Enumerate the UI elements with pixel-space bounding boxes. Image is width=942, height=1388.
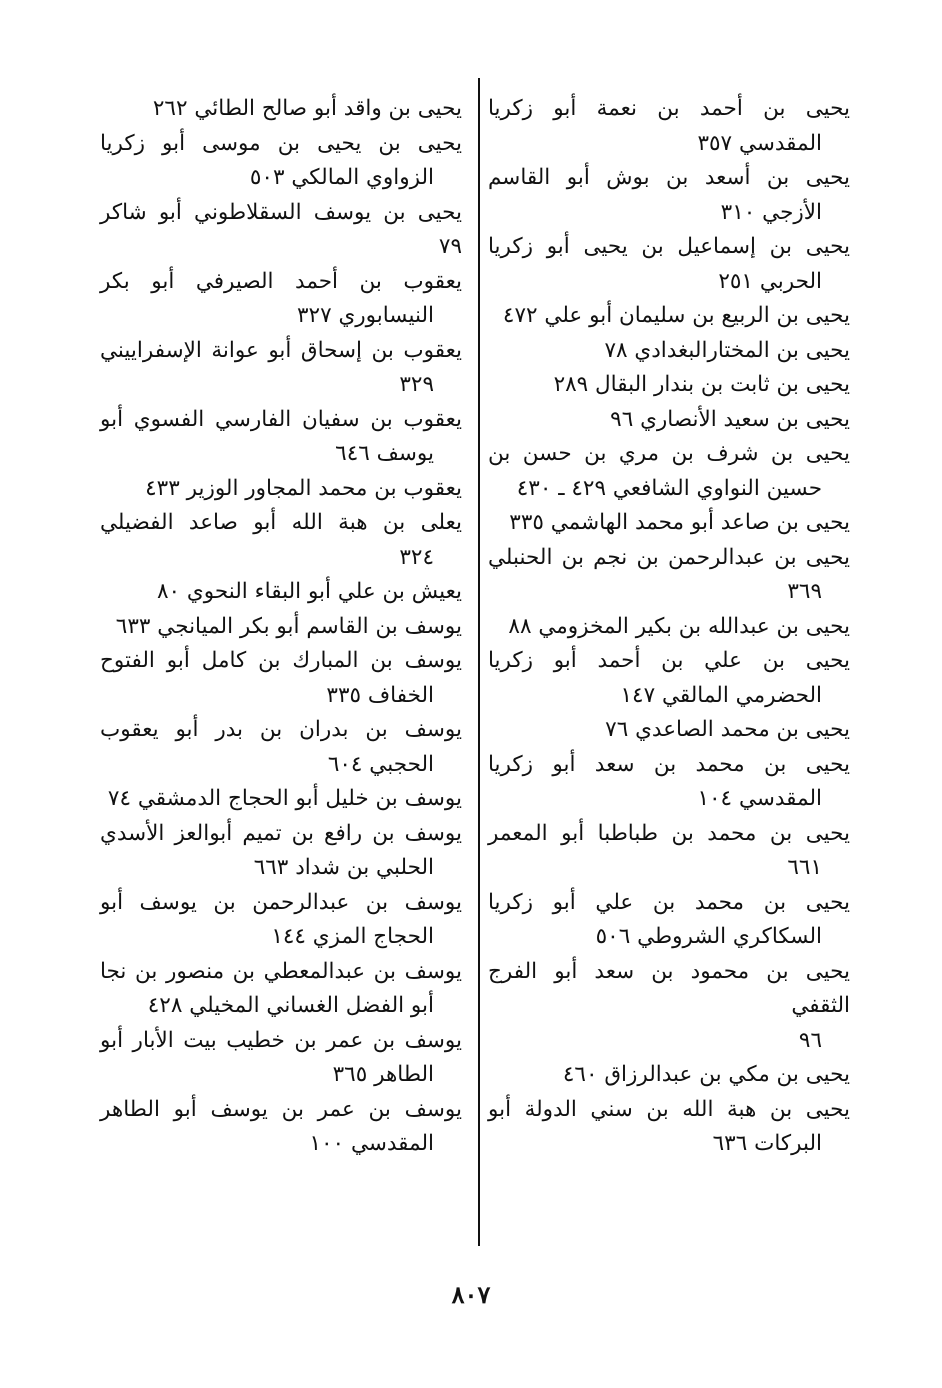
entry-line: يحيى بن محمود بن سعد أبو الفرج الثقفي: [488, 958, 850, 1018]
entry-line: يحيى بن أسعد بن بوش أبو القاسم: [488, 165, 850, 190]
index-entry: [488, 610, 850, 645]
entry-line: يحيى بن إسماعيل بن يحيى أبو زكريا: [488, 234, 850, 259]
page-number: ٨٠٧: [451, 1280, 491, 1309]
entry-line: يحيى بن محمد بن طباطبا أبو المعمر: [488, 820, 850, 846]
index-entry: [100, 92, 462, 127]
index-entry: [488, 1093, 850, 1162]
entry-line: يوسف بن المبارك بن كامل أبو الفتوح: [100, 648, 462, 673]
entry-continuation-line: الحربي ٢٥١: [718, 268, 822, 294]
entry-continuation-line: المقدسي ١٠٤: [697, 786, 822, 811]
entry-continuation-line: الأزجي ٣١٠: [720, 199, 822, 225]
index-entry: [488, 230, 850, 299]
index-entry: [488, 955, 850, 1059]
index-entry: [488, 644, 850, 713]
entry-line: يحيى بن يوسف السقلاطوني أبو شاكر ٧٩: [100, 199, 462, 259]
entry-line: يحيى بن عبدالله بن بكير المخزومي ٨٨: [508, 613, 850, 639]
entry-continuation-line: حسين النواوي الشافعي ٤٢٩ ـ ٤٣٠: [516, 475, 822, 501]
entry-line: يحيى بن يحيى بن موسى أبو زكريا: [100, 130, 462, 156]
entry-line: يعقوب بن إسحاق أبو عوانة الإسفراييني: [100, 337, 462, 363]
index-entry: [100, 403, 462, 472]
index-entry: [100, 575, 462, 610]
index-entry: [100, 1024, 462, 1093]
index-entry: [100, 610, 462, 645]
entry-line: يوسف بن رافع بن تميم أبوالعز الأسدي: [100, 820, 462, 846]
index-entry: [488, 541, 850, 610]
entry-line: يعلى بن هبة الله أبو صاعد الفضيلي: [100, 510, 462, 535]
entry-continuation-line: الحجبي ٦٠٤: [327, 751, 434, 777]
entry-line: يحيى بن الربيع بن سليمان أبو علي ٤٧٢: [502, 303, 850, 328]
index-entry: [488, 161, 850, 230]
index-entry: [488, 437, 850, 506]
entry-line: يحيى بن محمد بن علي أبو زكريا: [488, 889, 850, 915]
entry-continuation-line: يوسف ٦٤٦: [335, 441, 434, 466]
entry-line: يحيى بن صاعد أبو محمد الهاشمي ٣٣٥: [509, 510, 850, 535]
index-entry: [488, 1058, 850, 1093]
entry-line: يوسف بن القاسم أبو بكر الميانجي ٦٣٣: [115, 613, 462, 639]
index-entry: [100, 472, 462, 507]
entry-line: يعقوب بن محمد المجاور الوزير ٤٣٣: [145, 475, 462, 501]
entry-continuation-line: البركات ٦٣٦: [712, 1131, 822, 1156]
index-entry: [100, 782, 462, 817]
entry-continuation-line: أبو الفضل الغساني المخيلي ٤٢٨: [147, 993, 434, 1018]
index-entry: [100, 1093, 462, 1162]
index-entry: [488, 506, 850, 541]
entry-line: يعقوب بن أحمد الصيرفي أبو بكر: [100, 268, 462, 294]
entry-continuation-line: ٩٦: [798, 1027, 822, 1053]
entry-continuation-line: ٣٢٤: [399, 544, 434, 570]
entry-line: يحيى بن هبة الله بن سني الدولة أبو: [488, 1096, 850, 1122]
entry-line: يوسف بن بدران بن بدر أبو يعقوب: [100, 717, 462, 742]
entry-line: يحيى بن محمد الصاعدي ٧٦: [605, 717, 850, 742]
index-entry: [488, 403, 850, 438]
index-entry: [488, 92, 850, 161]
entry-line: يحيى بن المختارالبغدادي ٧٨: [604, 337, 850, 363]
index-entry: [100, 127, 462, 196]
index-entry: [100, 334, 462, 403]
entry-continuation-line: الزواوي المالكي ٥٠٣: [249, 165, 434, 190]
entry-continuation-line: ٦٦١: [787, 855, 822, 880]
index-entry: [488, 368, 850, 403]
left-column: [100, 92, 462, 1162]
index-entry: [100, 713, 462, 782]
entry-line: يوسف بن عمر بن خطيب بيت الأبار أبو: [100, 1027, 462, 1053]
index-entry: [100, 886, 462, 955]
entry-continuation-line: السكاكري الشروطي ٥٠٦: [595, 924, 822, 949]
entry-continuation-line: ٣٦٩: [787, 579, 822, 604]
entry-continuation-line: الخفاف ٣٣٥: [326, 682, 434, 708]
column-divider: [478, 78, 480, 1246]
index-entry: [100, 506, 462, 575]
entry-line: يعقوب بن سفيان الفارسي الفسوي أبو: [100, 406, 462, 432]
index-entry: [488, 713, 850, 748]
entry-line: يحيى بن سعيد الأنصاري ٩٦: [610, 406, 850, 432]
index-entry: [100, 817, 462, 886]
entry-continuation-line: ٣٢٩: [399, 372, 434, 397]
right-column: [488, 92, 850, 1162]
index-entry: [100, 196, 462, 265]
entry-continuation-line: الحجاج المزي ١٤٤: [271, 924, 434, 949]
index-entry: [488, 748, 850, 817]
index-entry: [100, 644, 462, 713]
entry-line: يحيى بن عبدالرحمن بن نجم بن الحنبلي: [488, 544, 850, 570]
entry-line: يحيى بن أحمد بن نعمة أبو زكريا: [488, 96, 850, 121]
entry-line: يحيى بن واقد أبو صالح الطائي ٢٦٢: [152, 96, 462, 121]
index-entry: [488, 299, 850, 334]
entry-continuation-line: الحضرمي المالقي ١٤٧: [620, 682, 822, 708]
entry-line: يحيى بن ثابت بن بندار البقال ٢٨٩: [553, 372, 850, 397]
entry-continuation-line: الطاهر ٣٦٥: [332, 1062, 434, 1087]
entry-line: يحيى بن محمد بن سعد أبو زكريا: [488, 751, 850, 777]
entry-continuation-line: المقدسي ١٠٠: [309, 1131, 434, 1156]
entry-line: يوسف بن خليل أبو الحجاج الدمشقي ٧٤: [107, 786, 462, 811]
index-entry: [488, 334, 850, 369]
entry-line: يحيى بن مكي بن عبدالرزاق ٤٦٠: [562, 1062, 850, 1087]
entry-line: يحيى بن شرف بن مري بن حسن بن: [488, 441, 850, 466]
entry-continuation-line: النيسابوري ٣٢٧: [296, 303, 434, 328]
index-entry: [100, 955, 462, 1024]
entry-line: يوسف بن عمر بن يوسف أبو الطاهر: [100, 1096, 462, 1122]
entry-continuation-line: المقدسي ٣٥٧: [697, 130, 822, 156]
entry-line: يحيى بن علي بن أحمد أبو زكريا: [488, 648, 850, 673]
index-entry: [488, 817, 850, 886]
entry-line: يوسف بن عبدالرحمن بن يوسف أبو: [100, 889, 462, 915]
entry-continuation-line: الحلبي بن شداد ٦٦٣: [253, 855, 434, 880]
entry-line: يعيش بن علي أبو البقاء النحوي ٨٠: [156, 579, 462, 604]
entry-line: يوسف بن عبدالمعطي بن منصور بن نجا: [100, 958, 462, 984]
index-entry: [488, 886, 850, 955]
index-entry: [100, 265, 462, 334]
